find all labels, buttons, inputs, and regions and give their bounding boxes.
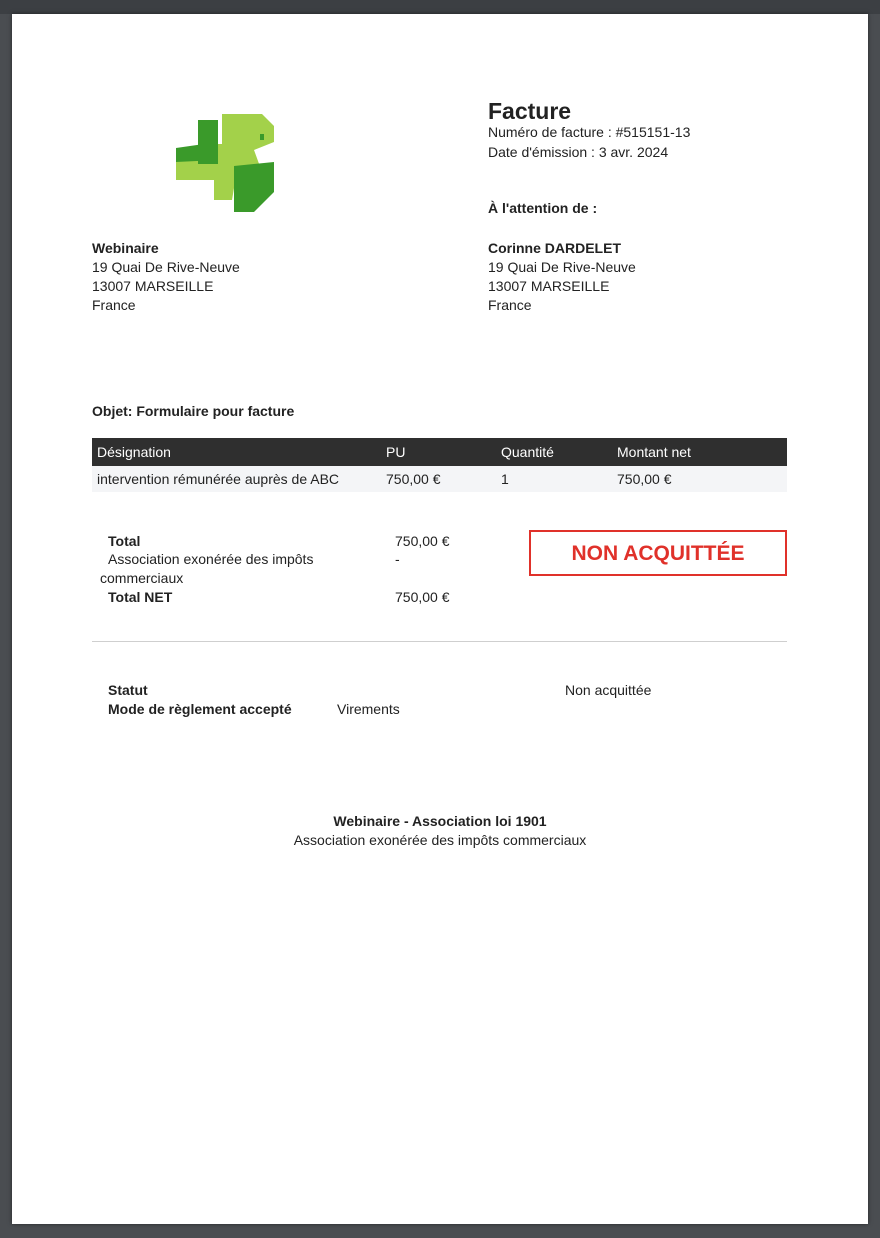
footer-line1: Webinaire - Association loi 1901	[333, 813, 547, 829]
table-header-unit-price: PU	[386, 444, 406, 460]
section-divider	[92, 641, 787, 642]
sender-block	[92, 239, 240, 315]
table-row	[92, 466, 787, 492]
row-unit-price: 750,00 €	[386, 471, 441, 487]
row-quantity: 1	[501, 471, 509, 487]
exempt-label-line1: Association exonérée des impôts	[108, 551, 314, 567]
recipient-country: France	[488, 297, 532, 313]
recipient-address-line1: 19 Quai De Rive-Neuve	[488, 259, 636, 275]
recipient-block	[488, 239, 636, 315]
table-header-net-amount: Montant net	[617, 444, 691, 460]
sender-address-line2: 13007 MARSEILLE	[92, 278, 214, 294]
viewer-top-bar	[0, 0, 880, 14]
payment-method-label: Mode de règlement accepté	[108, 701, 292, 717]
sender-country: France	[92, 297, 136, 313]
recipient-name: Corinne DARDELET	[488, 240, 621, 256]
webinaire-logo-icon	[174, 114, 278, 214]
footer-line2: Association exonérée des impôts commerciaux	[293, 832, 587, 848]
invoice-page	[12, 14, 868, 1224]
total-label: Total	[108, 533, 141, 549]
exempt-value: -	[395, 551, 400, 567]
net-total-value: 750,00 €	[395, 589, 450, 605]
sender-address-line1: 19 Quai De Rive-Neuve	[92, 259, 240, 275]
table-header-quantity: Quantité	[501, 444, 554, 460]
table-header-designation: Désignation	[97, 444, 171, 460]
table-header-row	[92, 438, 787, 466]
status-value: Non acquittée	[565, 682, 652, 698]
attention-label: À l'attention de :	[488, 200, 598, 216]
payment-method-value: Virements	[337, 701, 400, 717]
exempt-label-line2: commerciaux	[100, 570, 184, 586]
recipient-address-line2: 13007 MARSEILLE	[488, 278, 610, 294]
invoice-title: Facture	[488, 98, 572, 124]
invoice-date: Date d'émission : 3 avr. 2024	[488, 144, 669, 160]
net-total-label: Total NET	[108, 589, 173, 605]
invoice-items-table	[92, 438, 787, 492]
invoice-number: Numéro de facture : #515151-13	[488, 124, 691, 140]
sender-name: Webinaire	[92, 240, 159, 256]
invoice-subject: Objet: Formulaire pour facture	[92, 403, 295, 419]
row-net-amount: 750,00 €	[617, 471, 672, 487]
status-label: Statut	[108, 682, 148, 698]
row-designation: intervention rémunérée auprès de ABC	[97, 471, 340, 487]
unpaid-stamp: NON ACQUITTÉE	[529, 530, 787, 576]
total-value: 750,00 €	[395, 533, 450, 549]
